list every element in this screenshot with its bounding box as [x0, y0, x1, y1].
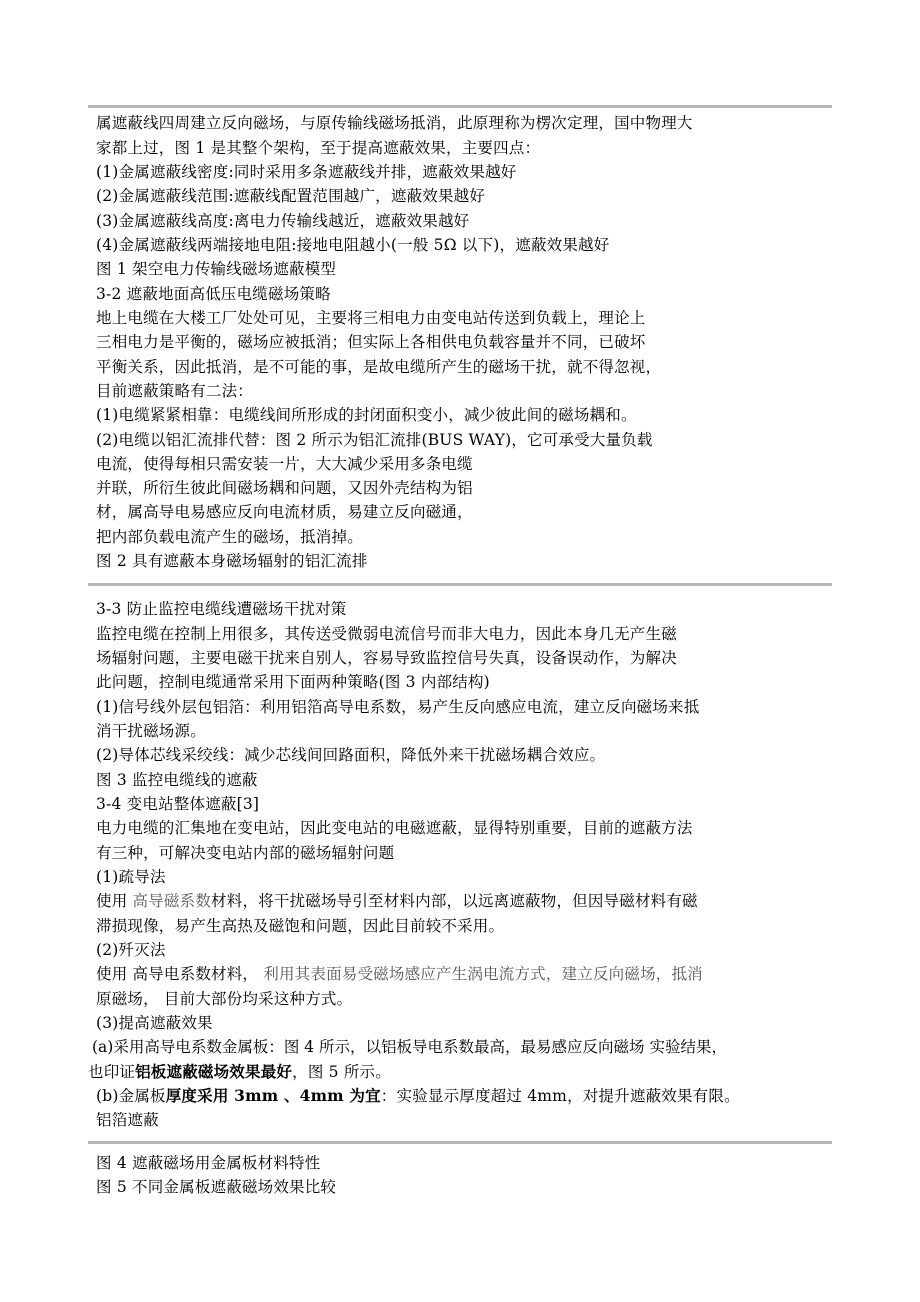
text-line: 属遮蔽线四周建立反向磁场，与原传输线磁场抵消，此原理称为楞次定理，国中物理大 — [96, 114, 693, 132]
text-line: 电流，使得每相只需安装一片，大大减少采用多条电缆 — [96, 455, 473, 473]
text-line: 平衡关系，因此抵消，是不可能的事，是故电缆所产生的磁场干扰，就不得忽视， — [96, 358, 662, 376]
text-line: (2)导体芯线采绞线：减少芯线间回路面积，降低外来干扰磁场耦合效应。 — [96, 746, 606, 764]
text-line: 滞损现像，易产生高热及磁饱和问题，因此目前较不采用。 — [96, 917, 505, 935]
gray-text-run: 高导磁系数 — [132, 892, 212, 910]
text-line: (2)金属遮蔽线范围:遮蔽线配置范围越广，遮蔽效果越好 — [96, 187, 486, 205]
section-heading: 3-2 遮蔽地面高低压电缆磁场策略 — [96, 285, 331, 303]
text-run: ：实验显示厚度超过 4mm，对提升遮蔽效果有限。 — [380, 1087, 740, 1105]
top-divider — [88, 105, 832, 108]
text-line: 有三种，可解决变电站内部的磁场辐射问题 — [96, 844, 395, 862]
text-line — [96, 1085, 740, 1107]
text-run: ，图 5 所示。 — [292, 1063, 391, 1081]
text-line: 铝箔遮蔽 — [96, 1111, 159, 1129]
text-run: (b)金属板 — [96, 1087, 166, 1105]
text-line — [96, 890, 698, 912]
figure-caption: 图 1 架空电力传输线磁场遮蔽模型 — [96, 260, 337, 278]
text-line: 地上电缆在大楼工厂处处可见，主要将三相电力由变电站传送到负载上，理论上 — [96, 309, 646, 327]
figure-caption: 图 4 遮蔽磁场用金属板材料特性 — [96, 1154, 321, 1172]
text-line: (1)疏导法 — [96, 868, 166, 886]
text-run: 材料，将干扰磁场导引至材料内部，以远离遮蔽物，但因导磁材料有磁 — [211, 892, 698, 910]
section-heading: 3-3 防止监控电缆线遭磁场干扰对策 — [96, 600, 347, 618]
text-line: 消干扰磁场源。 — [96, 722, 206, 740]
text-run: 使用 高导电系数材料， — [96, 965, 264, 983]
text-line: 此问题，控制电缆通常采用下面两种策略(图 3 内部结构) — [96, 673, 490, 691]
bottom-divider — [88, 1141, 832, 1144]
middle-divider — [88, 583, 832, 586]
bold-text-run: 厚度采用 3mm 、4mm 为宜 — [165, 1086, 381, 1105]
text-line: 原磁场， 目前大部份均采这种方式。 — [96, 990, 353, 1008]
gray-text-run: 利用其表面易受磁场感应产生涡电流方式，建立反向磁场，抵消 — [263, 965, 703, 983]
text-line: 三相电力是平衡的，磁场应被抵消；但实际上各相供电负载容量并不同，已破坏 — [96, 333, 646, 351]
text-line: (2)电缆以铝汇流排代替：图 2 所示为铝汇流排(BUS WAY)，它可承受大量负载 — [96, 431, 653, 449]
text-line: (1)信号线外层包铝箔：利用铝箔高导电系数，易产生反向感应电流，建立反向磁场来抵 — [96, 698, 700, 716]
text-line: 并联，所衍生彼此间磁场耦和问题，又因外壳结构为铝 — [96, 479, 473, 497]
text-line: (3)金属遮蔽线高度:离电力传输线越近，遮蔽效果越好 — [96, 212, 470, 230]
text-line: 电力电缆的汇集地在变电站，因此变电站的电磁遮蔽，显得特别重要，目前的遮蔽方法 — [96, 819, 693, 837]
section-heading: 3-4 变电站整体遮蔽[3] — [96, 795, 260, 813]
text-line: (a)采用高导电系数金属板：图 4 所示，以铝板导电系数最高，最易感应反向磁场 实验结果， — [92, 1038, 727, 1056]
text-line — [96, 963, 703, 985]
text-line: 场辐射问题，主要电磁干扰来自别人，容易导致监控信号失真，设备误动作，为解决 — [96, 649, 677, 667]
text-line: (3)提高遮蔽效果 — [96, 1014, 213, 1032]
bold-text-run: 铝板遮蔽磁场效果最好 — [135, 1062, 293, 1081]
text-run: 也印证 — [88, 1063, 136, 1081]
text-line: 监控电缆在控制上用很多，其传送受微弱电流信号而非大电力，因此本身几无产生磁 — [96, 625, 677, 643]
figure-caption: 图 5 不同金属板遮蔽磁场效果比较 — [96, 1178, 337, 1196]
text-line: (1)电缆紧紧相靠：电缆线间所形成的封闭面积变小，减少彼此间的磁场耦和。 — [96, 406, 637, 424]
text-run: 使用 — [96, 892, 133, 910]
text-line: 材，属高导电易感应反向电流材质，易建立反向磁通， — [96, 503, 473, 521]
text-line: (1)金属遮蔽线密度:同时采用多条遮蔽线并排，遮蔽效果越好 — [96, 163, 517, 181]
text-line: (2)歼灭法 — [96, 941, 166, 959]
text-line: (4)金属遮蔽线两端接地电阻:接地电阻越小(一般 5Ω 以下)，遮蔽效果越好 — [96, 236, 610, 254]
text-line: 目前遮蔽策略有二法： — [96, 382, 254, 400]
text-line: 把内部负载电流产生的磁场，抵消掉。 — [96, 528, 363, 546]
figure-caption: 图 2 具有遮蔽本身磁场辐射的铝汇流排 — [96, 552, 368, 570]
figure-caption: 图 3 监控电缆线的遮蔽 — [96, 771, 258, 789]
text-line — [88, 1061, 391, 1083]
text-line: 家都上过，图 1 是其整个架构，至于提高遮蔽效果，主要四点： — [96, 139, 541, 157]
